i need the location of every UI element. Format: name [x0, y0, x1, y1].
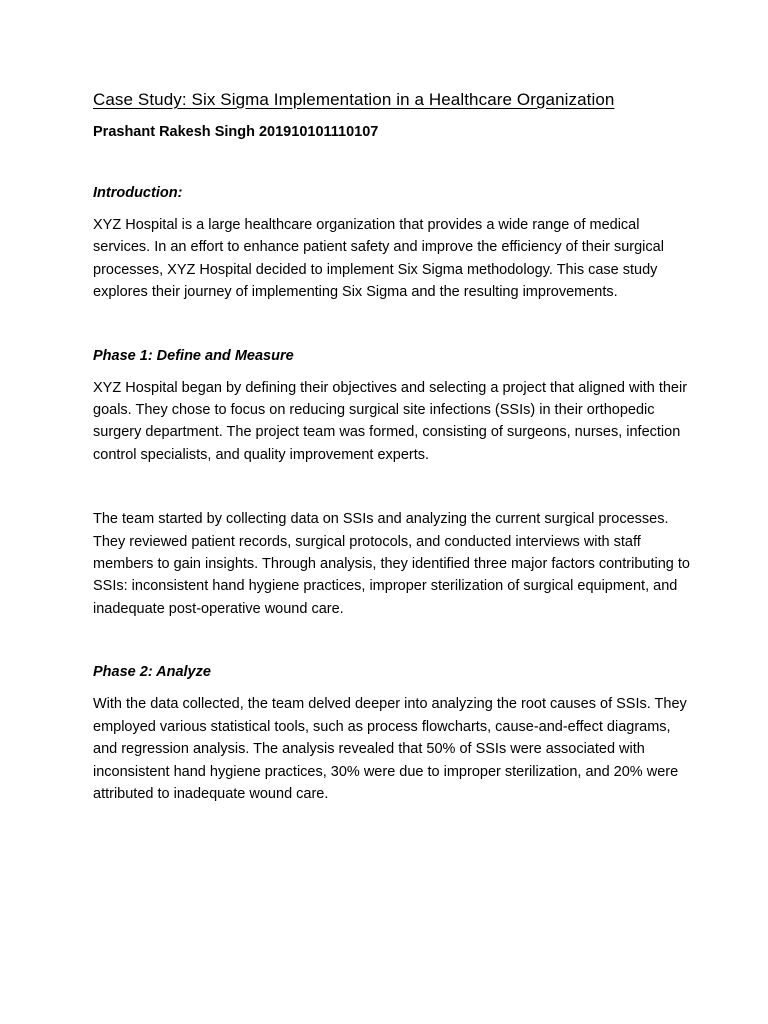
phase1-paragraph-1: XYZ Hospital began by defining their objectives and selecting a project that aligned with their goals. They chose to focus on reducing surgical site infections (SSIs) in their orthopedic surgery department. The project team was formed, consisting of surgeons, nurses, infection control specialists, and quality improvement experts.	[93, 379, 688, 463]
author-line: Prashant Rakesh Singh 201910101110107	[93, 124, 379, 140]
phase1-heading: Phase 1: Define and Measure	[93, 347, 294, 364]
introduction-heading: Introduction:	[93, 185, 183, 201]
phase1-paragraph-2: The team started by collecting data on SSIs and analyzing the current surgical processes. They reviewed patient records, surgical protocols, and conducted interviews with staff members to gain insights. Through analysis, they identified three major factors contributing to SSIs: inconsistent hand hygiene practices, improper sterilization of surgical equipment, and inadequate post-operative wound care.	[93, 511, 690, 617]
phase2-paragraph: With the data collected, the team delved deeper into analyzing the root causes of SSIs. They employed various statistical tools, such as process flowcharts, cause-and-effect diagrams, and regression analysis. The analysis revealed that 50% of SSIs were associated with inconsistent hand hygiene practices, 30% were due to improper sterilization, and 20% were attributed to inadequate wound care.	[93, 696, 687, 802]
document-page	[93, 86, 693, 805]
document-title: Case Study: Six Sigma Implementation in a Healthcare Organization	[93, 90, 615, 109]
phase2-heading: Phase 2: Analyze	[93, 664, 211, 681]
introduction-paragraph: XYZ Hospital is a large healthcare organization that provides a wide range of medical services. In an effort to enhance patient safety and improve the efficiency of their surgical processes, XYZ Hospital decided to implement Six Sigma methodology. This case study explores their journey of implementing Six Sigma and the resulting improvements.	[93, 217, 664, 301]
